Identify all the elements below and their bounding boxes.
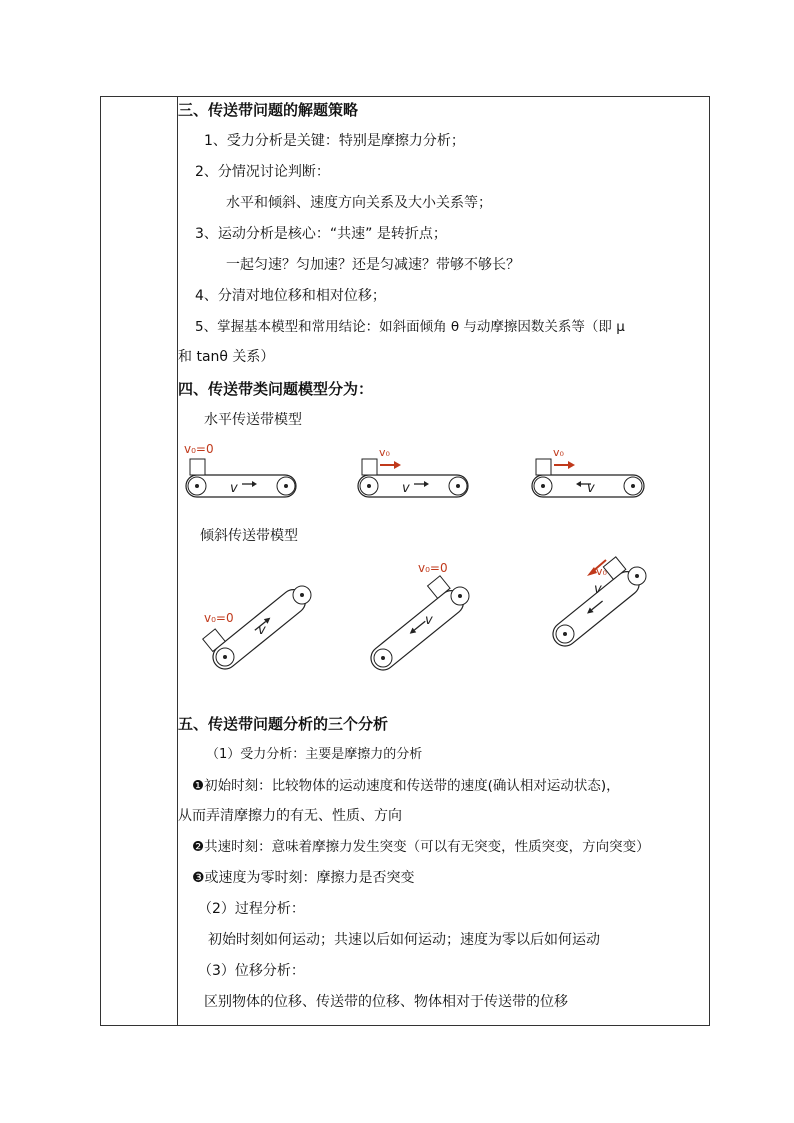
v0-label: v₀ [596,565,607,578]
content-cell [178,97,709,1025]
section3-heading: 三、传送带问题的解题策略 [178,101,359,119]
incline-model-title: 倾斜传送带模型 [200,528,298,544]
horizontal-belt-2 [358,446,468,497]
strategy-item-3: 3、运动分析是核心：“共速” 是转折点； [195,226,447,242]
strategy-item-3-detail: 一起匀速？匀加速？还是匀减速？带够不够长？ [226,257,520,273]
belt-velocity-label: v [230,481,238,496]
block-velocity-arrow [394,461,401,469]
process-analysis-text: 初始时刻如何运动；共速以后如何运动；速度为零以后如何运动 [208,932,600,948]
block [190,459,205,475]
strategy-item-1: 1、受力分析是关键：特别是摩擦力分析； [204,133,465,149]
block-velocity-arrow [568,461,575,469]
bullet-zero-speed: ❸或速度为零时刻：摩擦力是否突变 [192,870,415,886]
belt-velocity-label: v [258,623,266,638]
v0-label: v₀=0 [418,561,448,575]
block [428,576,451,599]
belt-velocity-label: v [402,481,410,496]
strategy-item-5-cont: 和 tanθ 关系） [178,349,275,365]
section5-heading: 五、传送带问题分析的三个分析 [178,715,389,733]
v0-label: v₀=0 [184,442,214,456]
block [536,459,551,475]
strategy-item-5: 5、掌握基本模型和常用结论：如斜面倾角 θ 与动摩擦因数关系等（即 μ [195,319,625,335]
incline-belt-diagrams [178,552,710,682]
displacement-analysis-title: （3）位移分析： [198,963,305,979]
force-analysis-title: （1）受力分析：主要是摩擦力的分析 [206,747,423,762]
belt-direction-arrow [424,481,429,487]
belt-velocity-label: v [587,481,595,496]
bullet-initial-cont: 从而弄清摩擦力的有无、性质、方向 [178,808,402,824]
belt-direction-arrow [252,481,257,487]
incline-belt-3 [538,554,646,651]
v0-label: v₀=0 [204,611,234,625]
bullet-initial: ❶初始时刻：比较物体的运动速度和传送带的速度(确认相对运动状态)， [192,778,620,794]
horizontal-belt-1 [184,442,296,497]
incline-belt-1 [198,572,311,674]
displacement-analysis-text: 区别物体的位移、传送带的位移、物体相对于传送带的位移 [204,994,568,1010]
v0-label: v₀ [379,446,390,459]
table-frame [100,96,710,1026]
strategy-item-2-detail: 水平和倾斜、速度方向关系及大小关系等； [226,195,492,211]
block [362,459,377,475]
section4-heading: 四、传送带类问题模型分为： [178,380,374,398]
belt-velocity-label: v [425,613,433,628]
process-analysis-title: （2）过程分析： [198,901,305,917]
horizontal-belt-diagrams [178,437,710,507]
horizontal-belt-3 [532,446,644,497]
belt-velocity-label: v [594,582,602,597]
bullet-common-speed: ❷共速时刻：意味着摩擦力发生突变（可以有无突变，性质突变，方向突变） [192,839,650,855]
strategy-item-4: 4、分清对地位移和相对位移； [195,288,386,304]
v0-label: v₀ [553,446,564,459]
strategy-item-2: 2、分情况讨论判断： [195,164,330,180]
horizontal-model-title: 水平传送带模型 [204,412,302,428]
belt-direction-arrow [576,481,581,487]
incline-belt-2 [356,561,469,675]
